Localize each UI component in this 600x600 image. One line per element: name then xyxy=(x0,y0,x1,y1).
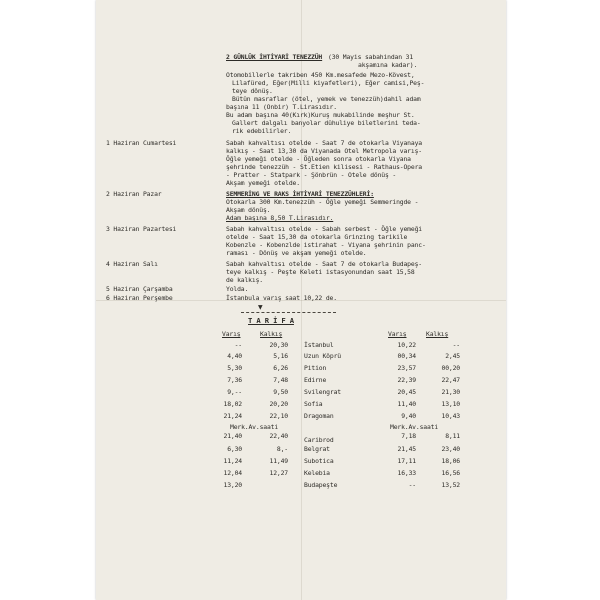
tour-title-note: (30 Mayis sabahindan 31 xyxy=(328,53,414,61)
departure-time-return: 23,40 xyxy=(441,445,460,453)
merk-av-note-left: Merk.Av.saati xyxy=(230,423,279,431)
departure-time: 22,10 xyxy=(269,412,288,420)
departure-time-return: 22,47 xyxy=(441,376,460,384)
arrival-time-return: 20,45 xyxy=(397,388,416,396)
departure-time: 5,16 xyxy=(273,352,288,360)
tarifa-title: T A R İ F A xyxy=(248,316,294,325)
departure-time-return: 13,10 xyxy=(441,400,460,408)
arrival-time-return: 21,45 xyxy=(397,445,416,453)
arrival-time-return: 22,39 xyxy=(397,376,416,384)
day-line: Öğle yemeği otelde - Öğleden sonra otokarla Viyana xyxy=(226,155,411,163)
arrival-time: 18,02 xyxy=(223,400,242,408)
col-header-arrival-right: Varış xyxy=(388,330,407,338)
tour-title-note-2: akşamına kadar). xyxy=(358,61,418,69)
arrival-time-return: 11,40 xyxy=(397,400,416,408)
station-name: Svilengrat xyxy=(304,388,341,396)
arrival-time: 4,40 xyxy=(227,352,242,360)
arrival-time-return: 00,34 xyxy=(397,352,416,360)
intro-line: rik edebilirler. xyxy=(232,127,292,135)
day-line: Akşam yemeği otelde. xyxy=(226,179,300,187)
arrival-time-return: -- xyxy=(408,481,416,489)
day-line: Kobenzle - Kobenzlde istirahat - Viyana şehrinin panc- xyxy=(226,241,426,249)
station-name: Subotica xyxy=(304,457,334,465)
station-name: Dragoman xyxy=(304,412,334,420)
intro-line: Otomobillerle takriben 450 Km.mesafede Mezo-Kövest, xyxy=(226,71,415,79)
arrival-time: -- xyxy=(234,341,242,349)
station-name: Budapeşte xyxy=(304,481,338,489)
station-name: Caribrod xyxy=(304,436,334,444)
day-line: de kalkış. xyxy=(226,276,263,284)
intro-line: başına 11 (Onbir) T.Lirasıdır. xyxy=(226,103,337,111)
intro-line: Gallert dalgalı banyolar dühuliye biletlerini teda- xyxy=(232,119,421,127)
arrival-time-return: 16,33 xyxy=(397,469,416,477)
departure-time-return: 16,56 xyxy=(441,469,460,477)
day-label: 1 Haziran Cumartesi xyxy=(106,139,177,147)
col-header-arrival-left: Varış xyxy=(222,330,241,338)
departure-time-return: 10,43 xyxy=(441,412,460,420)
day-label: 6 Haziran Perşembe xyxy=(106,294,173,302)
departure-time-return: 00,20 xyxy=(441,364,460,372)
departure-time: 11,49 xyxy=(269,457,288,465)
down-triangle-icon: ▼ xyxy=(258,304,263,311)
station-name: Sofia xyxy=(304,400,323,408)
arrival-time: 9,-- xyxy=(227,388,242,396)
intro-line: Lilafüred, Eğer(Milli kiyafetleri), Eğer camisi,Peş- xyxy=(232,79,425,87)
departure-time: 7,48 xyxy=(273,376,288,384)
station-name: Edirne xyxy=(304,376,327,384)
day-line: şehrinde tenezzüh - St.Etien kilisesi - Rathaus-Opera xyxy=(226,163,422,171)
day-line: İstanbula varış saat 10,22 de. xyxy=(226,294,337,302)
departure-time: 8,- xyxy=(276,445,288,453)
intro-line: teye dönüş. xyxy=(232,87,273,95)
day-label: 2 Haziran Pazar xyxy=(106,190,162,198)
day-line: SEMMERİNG VE RAKS İHTİYARİ TENEZZÜHLERİ: xyxy=(226,190,374,198)
day-line: Sabah kahvaltısı otelde - Saat 7 de otokarla Viyanaya xyxy=(226,139,422,147)
day-label: 3 Haziran Pazartesi xyxy=(106,225,177,233)
day-line: raması - Dönüş ve akşam yemeği otelde. xyxy=(226,249,367,257)
arrival-time: 13,20 xyxy=(223,481,242,489)
day-line: Akşam dönüş. xyxy=(226,206,271,214)
day-line: Sabah kahvaltısı otelde - Sabah serbest - Öğle yemeği xyxy=(226,225,422,233)
station-name: Pition xyxy=(304,364,327,372)
station-name: İstanbul xyxy=(304,341,334,349)
arrival-time: 6,30 xyxy=(227,445,242,453)
departure-time: 9,50 xyxy=(273,388,288,396)
arrival-time: 12,04 xyxy=(223,469,242,477)
departure-time: 6,26 xyxy=(273,364,288,372)
departure-time-return: 21,30 xyxy=(441,388,460,396)
departure-time: 22,40 xyxy=(269,432,288,440)
day-line: Otokarla 300 Km.tenezzüh - Öğle yemeği Semmeringde - xyxy=(226,198,419,206)
document-page xyxy=(96,0,506,600)
intro-line: Bu adam başına 40(Kırk)Kuruş mukabilinde meşhur St. xyxy=(226,111,415,119)
day-label: 4 Haziran Salı xyxy=(106,260,158,268)
station-name: Uzun Köprü xyxy=(304,352,341,360)
departure-time-return: 18,06 xyxy=(441,457,460,465)
day-line: Adam başına 8,50 T.Lirasıdır. xyxy=(226,214,334,222)
departure-time-return: -- xyxy=(452,341,460,349)
arrival-time: 21,24 xyxy=(223,412,242,420)
station-name: Belgrat xyxy=(304,445,330,453)
day-line: teye kalkış - Peşte Keleti istasyonundan saat 15,58 xyxy=(226,268,415,276)
merk-av-note-right: Merk.Av.saati xyxy=(390,423,439,431)
intro-line: Bütün masraflar (ötel, yemek ve tenezzüh)dahil adam xyxy=(232,95,421,103)
day-line: - Pratter - Statpark - Şönbrün - Otele dönüş - xyxy=(226,171,397,179)
tour-title: 2 GÜNLÜK İHTİYARİ TENEZZÜH xyxy=(226,53,323,61)
departure-time-return: 13,52 xyxy=(441,481,460,489)
arrival-time: 5,30 xyxy=(227,364,242,372)
arrival-time: 7,36 xyxy=(227,376,242,384)
arrival-time-return: 9,40 xyxy=(401,412,416,420)
departure-time: 12,27 xyxy=(269,469,288,477)
day-line: Sabah kahvaltısı otelde - Saat 7 de otokarla Budapeş- xyxy=(226,260,422,268)
departure-time: 20,20 xyxy=(269,400,288,408)
day-line: Yolda. xyxy=(226,285,249,293)
departure-time-return: 2,45 xyxy=(445,352,460,360)
arrival-time-return: 10,22 xyxy=(397,341,416,349)
day-label: 5 Haziran Çarşamba xyxy=(106,285,173,293)
station-name: Kelebia xyxy=(304,469,330,477)
departure-time: 20,30 xyxy=(269,341,288,349)
day-line: kalkış - Saat 13,30 da Viyanada Otel Metropola varış- xyxy=(226,147,422,155)
arrival-time-return: 7,18 xyxy=(401,432,416,440)
arrival-time-return: 23,57 xyxy=(397,364,416,372)
arrival-time-return: 17,11 xyxy=(397,457,416,465)
col-header-departure-right: Kalkış xyxy=(426,330,449,338)
arrival-time: 21,40 xyxy=(223,432,242,440)
arrival-time: 11,24 xyxy=(223,457,242,465)
departure-time-return: 8,11 xyxy=(445,432,460,440)
dashed-separator xyxy=(241,312,336,313)
day-line: otelde - Saat 15,30 da otokarla Grinzing tarikile xyxy=(226,233,408,241)
col-header-departure-left: Kalkış xyxy=(260,330,283,338)
